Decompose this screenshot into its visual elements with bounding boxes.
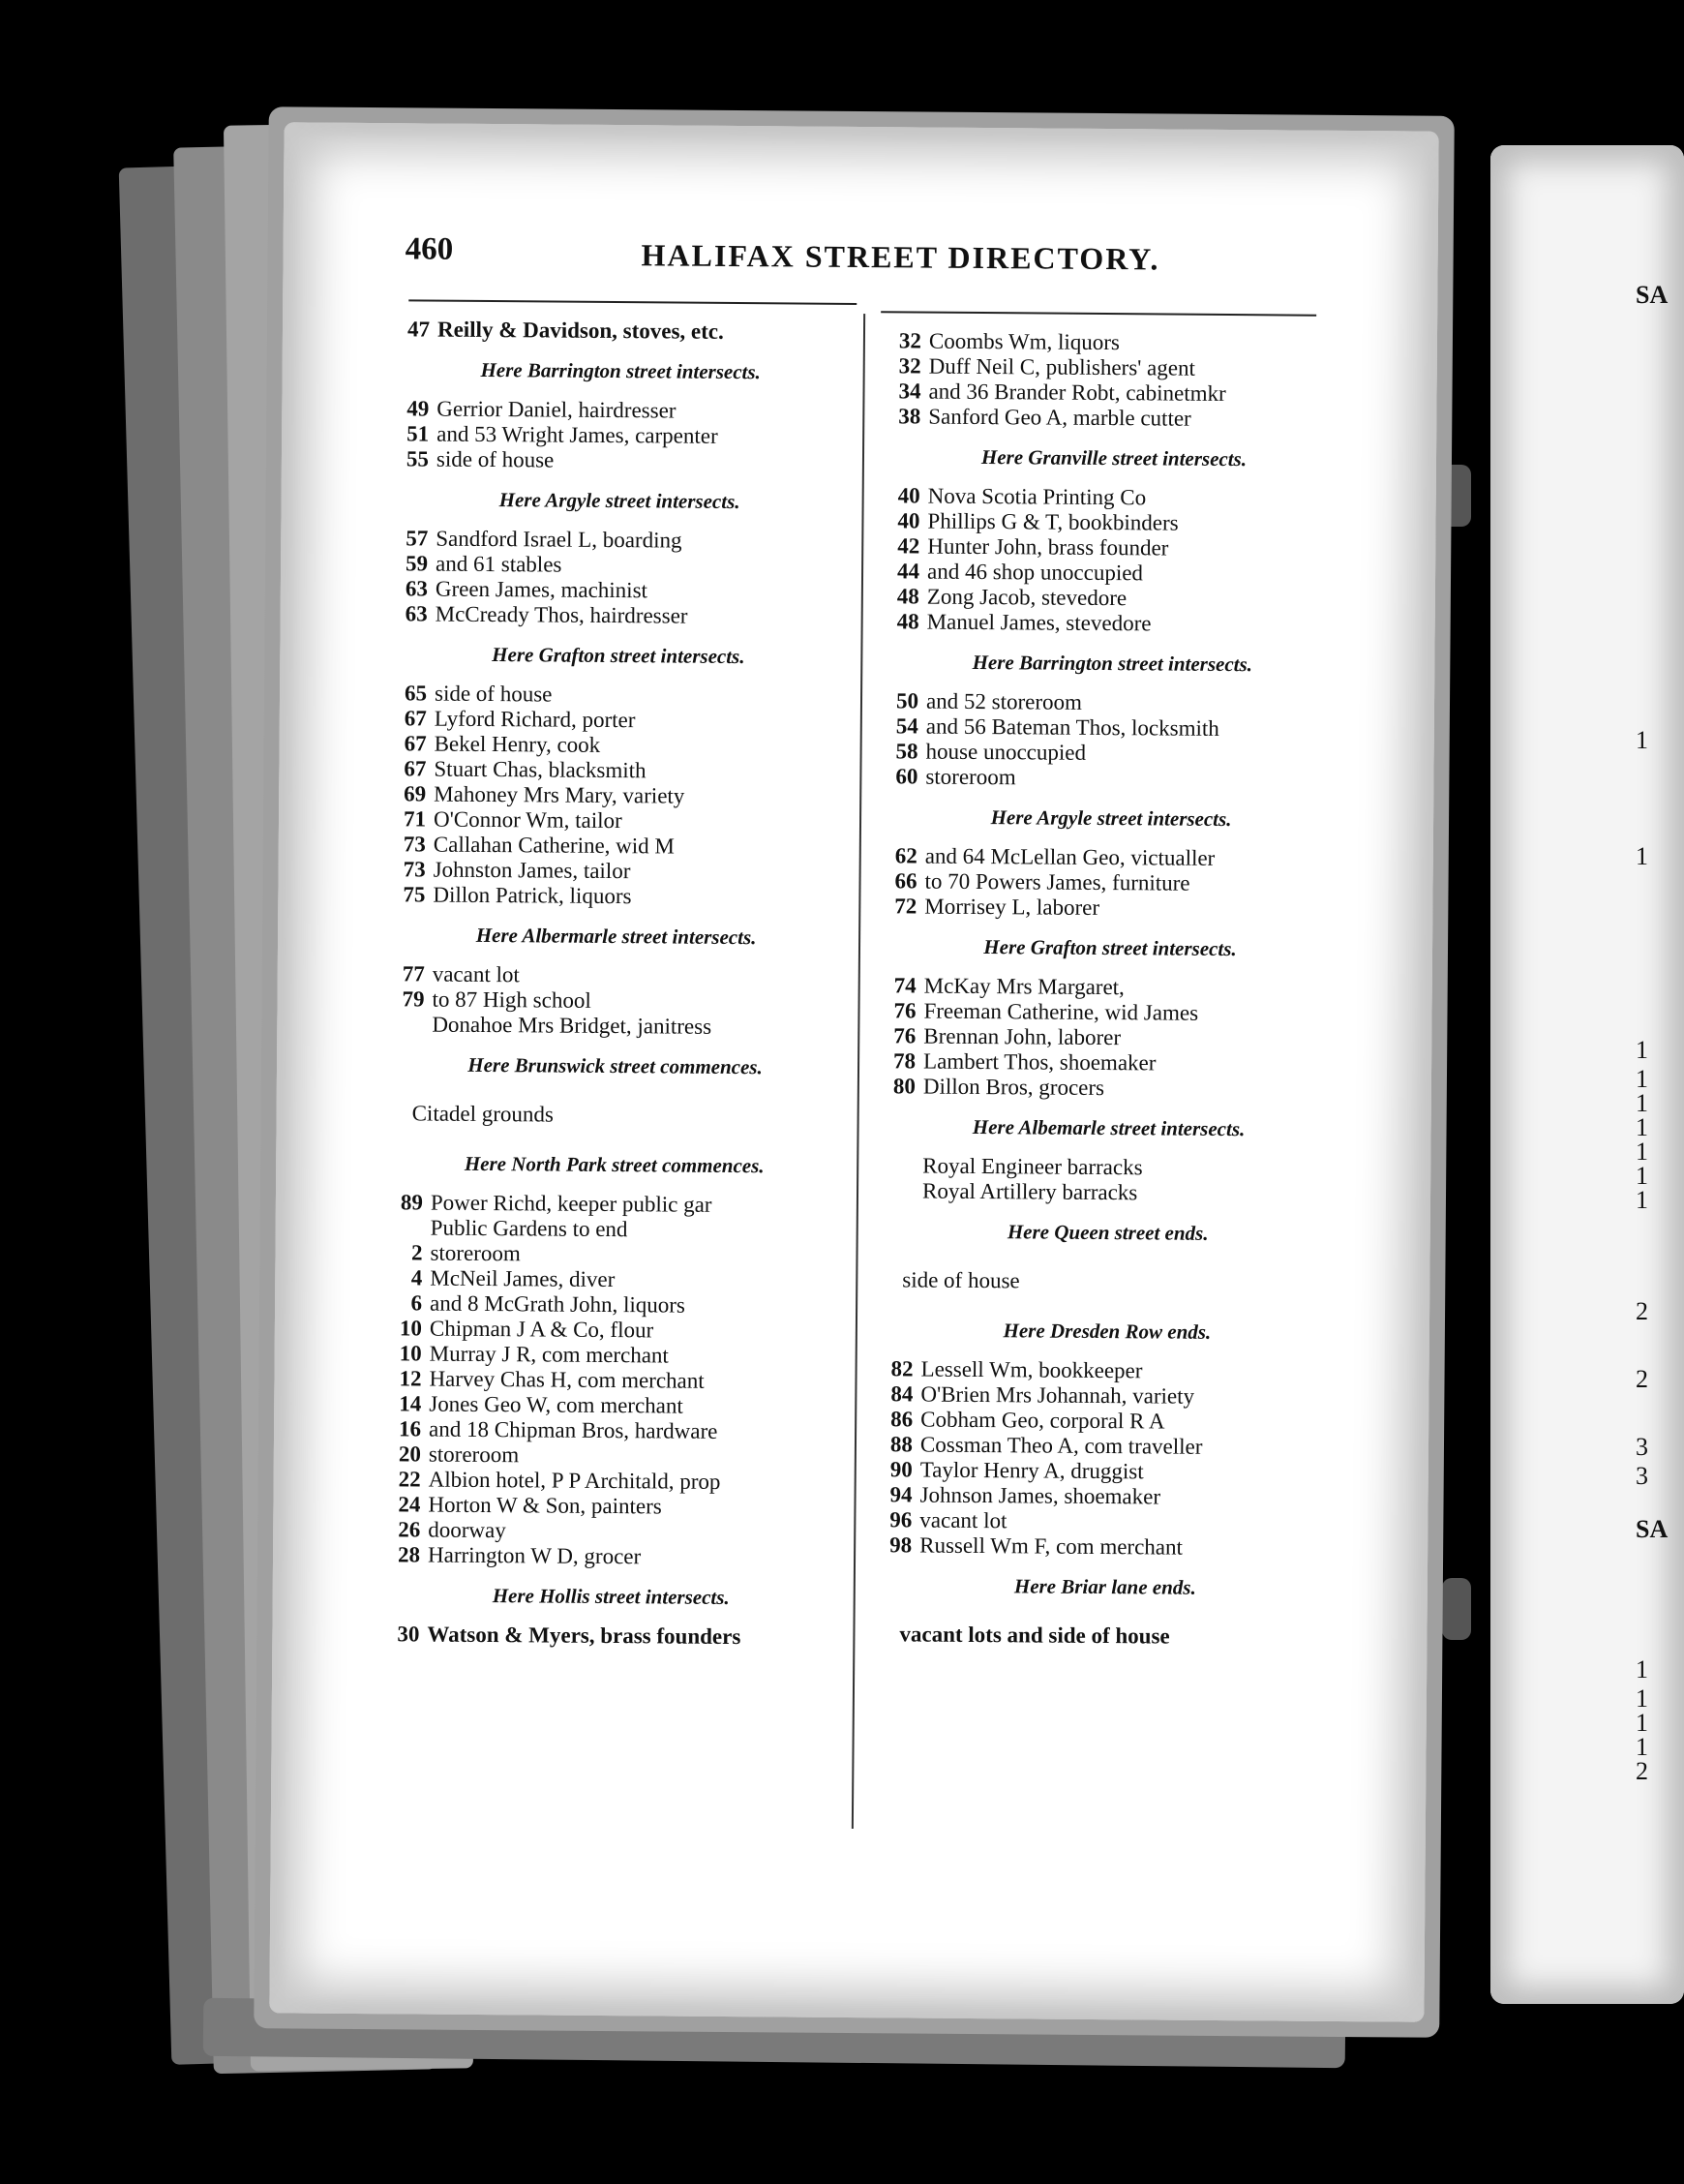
house-number: 67 <box>404 756 427 781</box>
house-number: 63 <box>405 576 429 601</box>
house-number: 88 <box>889 1432 914 1457</box>
facing-page-fragment: 1 <box>1636 726 1648 754</box>
directory-entry <box>387 857 847 886</box>
house-number: 65 <box>404 681 428 706</box>
occupant-text: and 18 Chipman Bros, hardware <box>428 1416 718 1443</box>
house-number: 28 <box>397 1542 421 1567</box>
occupant-text: side of house <box>436 446 555 472</box>
occupant-text: Sandford Israel L, boarding <box>436 526 682 553</box>
house-number: 38 <box>898 404 921 429</box>
occupant-text: Albion hotel, P P Architald, prop <box>428 1467 721 1494</box>
right-column <box>872 328 1347 1660</box>
directory-entry <box>389 576 849 605</box>
house-number: 74 <box>893 973 917 998</box>
house-number: 82 <box>890 1356 914 1381</box>
page-frame <box>254 106 1455 2038</box>
facing-page-fragment: 1 <box>1636 1709 1648 1737</box>
street-intersection-heading: Here Albermarle street intersects. <box>475 923 757 950</box>
occupant-text: Mahoney Mrs Mary, variety <box>434 781 685 808</box>
house-number: 73 <box>403 832 426 857</box>
occupant-text: Stuart Chas, blacksmith <box>434 756 647 783</box>
facing-page-fragment: SA <box>1636 1515 1669 1543</box>
occupant-text: storeroom <box>925 764 1016 790</box>
occupant-text: and 53 Wright James, carpenter <box>436 421 718 448</box>
occupant-text: Murray J R, com merchant <box>429 1341 669 1368</box>
directory-entry <box>881 533 1345 562</box>
street-intersection-heading: Here Albemarle street intersects. <box>972 1114 1246 1141</box>
house-number: 86 <box>890 1407 914 1432</box>
house-number: 71 <box>403 806 427 832</box>
directory-entry <box>380 1622 840 1651</box>
occupant-text: Taylor Henry A, druggist <box>919 1457 1144 1484</box>
occupant-text: Cobham Geo, corporal R A <box>920 1407 1165 1434</box>
directory-entry <box>384 1190 844 1219</box>
occupant-text: Harrington W D, grocer <box>427 1542 642 1569</box>
directory-subentry: Public Gardens to end <box>430 1215 628 1242</box>
occupant-text: to 87 High school <box>432 986 591 1013</box>
directory-entry <box>388 681 848 710</box>
house-number: 72 <box>894 894 917 919</box>
house-number: 57 <box>406 526 429 551</box>
facing-page-fragment: 1 <box>1636 1186 1648 1214</box>
directory-entry <box>877 998 1341 1027</box>
house-number: 60 <box>895 764 918 789</box>
occupant-text: Harvey Chas H, com merchant <box>429 1366 705 1393</box>
house-number: 94 <box>889 1482 913 1507</box>
facing-page-fragment: 2 <box>1636 1757 1648 1785</box>
directory-entry <box>877 1023 1341 1052</box>
left-column <box>380 317 851 1651</box>
street-intersection-heading: Here Argyle street intersects. <box>498 488 740 514</box>
facing-page-fragment: 1 <box>1636 1138 1648 1166</box>
occupant-text: O'Brien Mrs Johannah, variety <box>920 1381 1195 1409</box>
occupant-text: Gerrior Daniel, hairdresser <box>436 396 677 423</box>
house-number: 79 <box>402 986 425 1012</box>
directory-entry <box>874 1381 1338 1410</box>
directory-subentry: Royal Artillery barracks <box>921 1178 1138 1205</box>
directory-entry <box>383 1265 843 1294</box>
house-number: 78 <box>892 1048 917 1074</box>
house-number: 67 <box>404 731 427 756</box>
house-number: 66 <box>894 868 917 894</box>
occupant-text: Power Richd, keeper public gar <box>430 1190 712 1217</box>
directory-entry <box>386 961 846 990</box>
occupant-text: storeroom <box>428 1441 520 1468</box>
house-number: 4 <box>410 1265 423 1290</box>
occupant-text: McNeil James, diver <box>430 1265 616 1292</box>
facing-page-fragment: 1 <box>1636 1065 1648 1093</box>
directory-entry <box>881 584 1345 613</box>
occupant-text: and 64 McLellan Geo, victualler <box>924 843 1216 870</box>
directory-entry <box>880 688 1344 717</box>
facing-page-fragment: SA <box>1636 281 1669 309</box>
page-number: 460 <box>405 231 454 267</box>
house-number: 76 <box>893 1023 917 1048</box>
house-number: 32 <box>898 328 922 353</box>
house-number: 50 <box>895 688 919 713</box>
house-number: 54 <box>895 713 918 739</box>
directory-entry <box>873 1482 1338 1511</box>
directory-entry <box>882 483 1346 512</box>
occupant-text: Coombs Wm, liquors <box>928 328 1121 355</box>
house-number: 59 <box>406 551 429 576</box>
occupant-text: Freeman Catherine, wid James <box>923 998 1199 1025</box>
house-number: 63 <box>405 601 428 626</box>
occupant-text: and 52 storeroom <box>925 688 1083 714</box>
occupant-text: Lambert Thos, shoemaker <box>922 1048 1157 1076</box>
directory-entry <box>381 1517 841 1546</box>
house-number: 77 <box>402 961 425 986</box>
occupant-text: Johnston James, tailor <box>433 857 631 884</box>
house-number: 48 <box>896 609 919 634</box>
directory-entry <box>383 1316 843 1345</box>
house-number: 62 <box>894 843 917 868</box>
directory-entry <box>383 1341 843 1370</box>
directory-entry <box>881 559 1345 588</box>
occupant-text: McKay Mrs Margaret, <box>923 973 1125 1000</box>
directory-entry <box>880 739 1344 768</box>
street-intersection-heading: Here Argyle street intersects. <box>990 805 1232 832</box>
page-title: HALIFAX STREET DIRECTORY. <box>641 237 1160 277</box>
occupant-text: storeroom <box>430 1240 521 1266</box>
house-number: 73 <box>403 857 426 882</box>
directory-entry <box>390 421 850 450</box>
directory-entry <box>873 1532 1338 1562</box>
column-divider <box>852 314 865 1829</box>
directory-entry <box>382 1467 842 1496</box>
house-number: 51 <box>406 421 430 446</box>
occupant-text: Jones Geo W, com merchant <box>429 1391 683 1418</box>
directory-entry <box>881 508 1345 537</box>
facing-page-fragment: 1 <box>1636 1162 1648 1190</box>
occupant-text: Watson & Myers, brass founders <box>427 1622 741 1650</box>
occupant-text: Horton W & Son, painters <box>428 1492 662 1519</box>
directory-entry <box>873 1507 1338 1536</box>
house-number: 10 <box>399 1316 423 1341</box>
occupant-text: Phillips G & T, bookbinders <box>927 508 1179 535</box>
street-intersection-heading: Here Grafton street intersects. <box>492 643 745 669</box>
house-number: 47 <box>406 317 431 342</box>
directory-entry <box>877 1074 1341 1103</box>
directory-entry <box>388 706 848 735</box>
directory-entry <box>382 1391 842 1420</box>
directory-entry <box>874 1432 1338 1461</box>
house-number: 34 <box>898 379 921 404</box>
directory-entry <box>874 1407 1338 1436</box>
directory-entry <box>389 526 849 555</box>
occupant-text: Chipman J A & Co, flour <box>429 1316 654 1343</box>
facing-page-fragment: 1 <box>1636 1036 1648 1064</box>
occupant-text: and 46 shop unoccupied <box>926 559 1144 586</box>
street-intersection-heading: Here North Park street commences. <box>464 1151 765 1178</box>
directory-entry <box>381 1542 841 1571</box>
house-number: 32 <box>898 353 921 379</box>
occupant-text: and 36 Brander Robt, cabinetmkr <box>928 379 1226 406</box>
house-number: 40 <box>897 508 920 533</box>
house-number: 69 <box>404 781 427 806</box>
facing-page-fragment: 2 <box>1636 1297 1648 1325</box>
occupant-text: Johnson James, shoemaker <box>919 1482 1161 1509</box>
directory-entry <box>385 986 845 1016</box>
occupant-text: vacant lot <box>432 961 520 987</box>
directory-entry <box>877 1048 1341 1077</box>
occupant-text: Nova Scotia Printing Co <box>927 483 1147 510</box>
facing-page-fragment: 1 <box>1636 1684 1648 1713</box>
directory-entry <box>880 713 1344 743</box>
occupant-text: side of house <box>434 681 553 707</box>
directory-entry <box>388 731 848 760</box>
directory-entry <box>874 1457 1338 1486</box>
occupant-text: Dillon Patrick, liquors <box>433 882 632 909</box>
street-intersection-heading: Here Grafton street intersects. <box>983 935 1237 961</box>
house-number: 22 <box>398 1467 421 1492</box>
facing-page-fragment: 1 <box>1636 1655 1648 1684</box>
house-number: 2 <box>410 1240 423 1265</box>
directory-subentry: Donahoe Mrs Bridget, janitress <box>432 1012 712 1039</box>
occupant-text: Brennan John, laborer <box>923 1023 1122 1050</box>
occupant-text: Reilly & Davidson, stoves, etc. <box>436 317 724 344</box>
facing-page-fragment: 1 <box>1636 1113 1648 1141</box>
directory-entry <box>881 609 1345 638</box>
house-number: 30 <box>397 1622 420 1647</box>
house-number: 14 <box>399 1391 422 1416</box>
occupant-text: Hunter John, brass founder <box>927 533 1169 561</box>
house-number: 75 <box>403 882 426 907</box>
house-number: 20 <box>398 1441 421 1467</box>
house-number: 48 <box>896 584 919 609</box>
house-number: 98 <box>889 1532 913 1558</box>
house-number: 26 <box>398 1517 421 1542</box>
house-number: 80 <box>892 1074 916 1099</box>
directory-entry <box>878 868 1342 897</box>
occupant-text: Bekel Henry, cook <box>434 731 601 757</box>
house-number: 40 <box>897 483 920 508</box>
directory-note: Citadel grounds <box>411 1101 555 1127</box>
house-number: 10 <box>399 1341 422 1366</box>
directory-entry <box>386 882 846 911</box>
directory-entry <box>879 843 1343 872</box>
house-number: 55 <box>406 446 430 471</box>
house-number: 84 <box>890 1381 914 1407</box>
facing-page-fragment: 3 <box>1636 1462 1648 1490</box>
directory-entry <box>882 379 1346 408</box>
house-number: 6 <box>410 1290 423 1316</box>
facing-page-fragment: 3 <box>1636 1433 1648 1461</box>
occupant-text: Russell Wm F, com merchant <box>919 1532 1184 1560</box>
house-number: 42 <box>897 533 920 559</box>
facing-page-fragment: 1 <box>1636 1733 1648 1761</box>
house-number: 49 <box>406 396 430 421</box>
occupant-text: Zong Jacob, stevedore <box>926 584 1128 611</box>
house-number: 67 <box>404 706 427 731</box>
header-rule-right <box>881 311 1316 317</box>
directory-entry <box>382 1416 842 1445</box>
directory-entry <box>387 781 847 810</box>
directory-entry <box>381 1492 841 1521</box>
directory-entry <box>382 1366 842 1395</box>
binding-ring-bottom <box>1442 1578 1471 1640</box>
directory-entry <box>874 1356 1338 1385</box>
occupant-text: Green James, machinist <box>435 576 648 603</box>
directory-entry <box>391 317 851 346</box>
directory-entry <box>878 894 1342 923</box>
directory-note: vacant lots and side of house <box>899 1622 1170 1649</box>
street-intersection-heading: Here Barrington street intersects. <box>972 650 1253 677</box>
house-number: 44 <box>896 559 920 584</box>
facing-page-fragment: 2 <box>1636 1365 1648 1393</box>
occupant-text: Dillon Bros, grocers <box>922 1074 1105 1101</box>
occupant-text: Duff Neil C, publishers' agent <box>928 353 1196 380</box>
directory-entry <box>387 756 847 785</box>
facing-page-fragment: 1 <box>1636 1089 1648 1117</box>
directory-entry <box>389 551 849 580</box>
house-number: 96 <box>889 1507 913 1532</box>
house-number: 12 <box>399 1366 422 1391</box>
directory-entry <box>883 353 1347 382</box>
street-intersection-heading: Here Hollis street intersects. <box>492 1584 730 1610</box>
occupant-text: to 70 Powers James, furniture <box>924 868 1190 895</box>
occupant-text: house unoccupied <box>925 739 1087 765</box>
directory-entry <box>382 1441 842 1471</box>
directory-note: side of house <box>902 1267 1020 1293</box>
directory-entry <box>390 446 850 475</box>
occupant-text: O'Connor Wm, tailor <box>433 806 622 834</box>
directory-subentry: Royal Engineer barracks <box>922 1153 1143 1180</box>
header-rule-left <box>408 299 857 305</box>
directory-entry <box>879 764 1343 793</box>
directory-entry <box>389 601 849 630</box>
street-intersection-heading: Here Granville street intersects. <box>980 445 1248 471</box>
facing-page-fragment: 1 <box>1636 842 1648 870</box>
street-intersection-heading: Here Barrington street intersects. <box>480 357 761 384</box>
occupant-text: vacant lot <box>919 1507 1007 1533</box>
occupant-text: Morrisey L, laborer <box>924 894 1100 920</box>
occupant-text: Manuel James, stevedore <box>926 609 1152 636</box>
directory-entry <box>883 328 1347 357</box>
directory-entry <box>387 806 847 835</box>
occupant-text: Cossman Theo A, com traveller <box>919 1432 1203 1459</box>
occupant-text: doorway <box>428 1517 506 1543</box>
directory-page <box>269 122 1438 2021</box>
house-number: 58 <box>895 739 918 764</box>
directory-entry <box>878 973 1342 1002</box>
facing-page <box>1490 145 1684 2004</box>
occupant-text: Lyford Richard, porter <box>434 706 636 733</box>
street-intersection-heading: Here Brunswick street commences. <box>467 1052 763 1079</box>
street-intersection-heading: Here Briar lane ends. <box>1013 1574 1196 1599</box>
occupant-text: Sanford Geo A, marble cutter <box>928 404 1191 431</box>
directory-entry <box>383 1240 843 1269</box>
directory-entry <box>882 404 1346 433</box>
house-number: 76 <box>893 998 917 1023</box>
occupant-text: Lessell Wm, bookkeeper <box>920 1356 1143 1383</box>
street-intersection-heading: Here Dresden Row ends. <box>1003 1319 1212 1344</box>
house-number: 16 <box>398 1416 422 1441</box>
street-intersection-heading: Here Queen street ends. <box>1007 1220 1209 1245</box>
occupant-text: Callahan Catherine, wid M <box>433 832 676 859</box>
occupant-text: and 56 Bateman Thos, locksmith <box>925 713 1219 741</box>
occupant-text: and 61 stables <box>436 551 562 577</box>
occupant-text: McCready Thos, hairdresser <box>435 601 688 628</box>
directory-entry <box>387 832 847 861</box>
house-number: 90 <box>889 1457 913 1482</box>
occupant-text: and 8 McGrath John, liquors <box>430 1290 686 1318</box>
house-number: 89 <box>400 1190 424 1215</box>
directory-entry <box>383 1290 843 1320</box>
house-number: 24 <box>398 1492 421 1517</box>
directory-entry <box>390 396 850 425</box>
